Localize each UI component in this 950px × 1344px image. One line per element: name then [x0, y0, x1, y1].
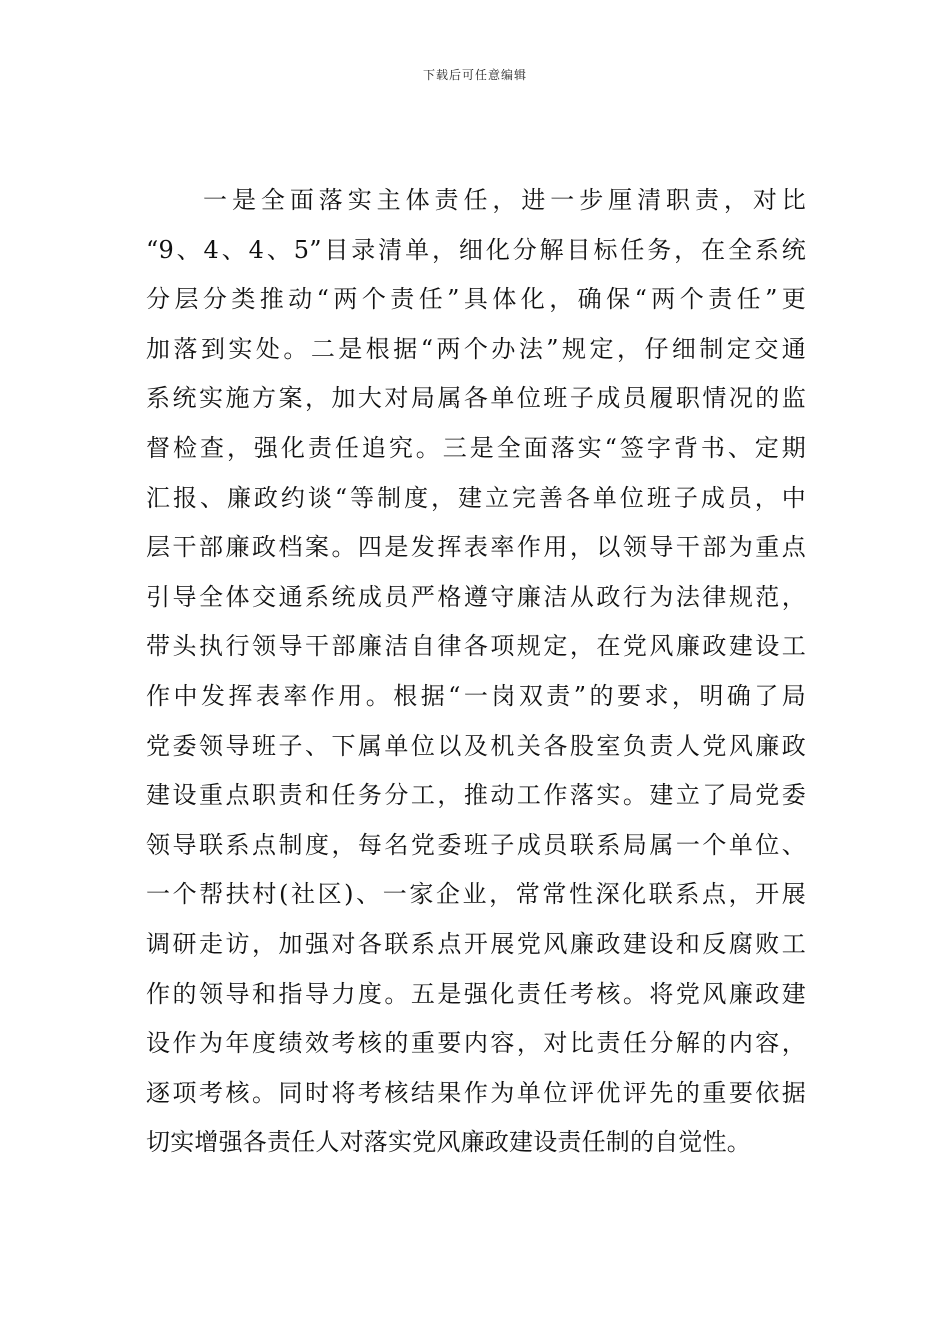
- paragraph-line: 建设重点职责和任务分工，推动工作落实。建立了局党委: [146, 781, 806, 810]
- paragraph-line: 作中发挥表率作用。根据“一岗双责”的要求，明确了局: [146, 681, 806, 710]
- body-paragraph: [146, 176, 806, 1168]
- paragraph-line: 设作为年度绩效考核的重要内容，对比责任分解的内容，: [146, 1029, 806, 1058]
- paragraph-line: 汇报、廉政约谈“等制度，建立完善各单位班子成员，中: [146, 483, 806, 512]
- paragraph-line: 作的领导和指导力度。五是强化责任考核。将党风廉政建: [146, 979, 806, 1008]
- paragraph-line: 逐项考核。同时将考核结果作为单位评优评先的重要依据: [146, 1078, 806, 1107]
- paragraph-line: 带头执行领导干部廉洁自律各项规定，在党风廉政建设工: [146, 632, 806, 661]
- paragraph-line: 领导联系点制度，每名党委班子成员联系局属一个单位、: [146, 830, 806, 859]
- paragraph-line: 一是全面落实主体责任，进一步厘清职责，对比: [203, 186, 806, 214]
- paragraph-line: 党委领导班子、下属单位以及机关各股室负责人党风廉政: [146, 731, 806, 760]
- paragraph-line: 层干部廉政档案。四是发挥表率作用，以领导干部为重点: [146, 533, 806, 562]
- paragraph-line: 系统实施方案，加大对局属各单位班子成员履职情况的监: [146, 384, 806, 413]
- paragraph-line: 一个帮扶村(社区)、一家企业，常常性深化联系点，开展: [146, 880, 806, 909]
- paragraph-line: 分层分类推动“两个责任”具体化，确保“两个责任”更: [146, 285, 806, 314]
- paragraph-line: “9、4、4、5”目录清单，细化分解目标任务，在全系统: [146, 235, 806, 264]
- paragraph-line: 督检查，强化责任追究。三是全面落实“签字背书、定期: [146, 433, 806, 462]
- paragraph-line: 加落到实处。二是根据“两个办法”规定，仔细制定交通: [146, 334, 806, 363]
- paragraph-line: 引导全体交通系统成员严格遵守廉洁从政行为法律规范，: [146, 582, 806, 611]
- header-note: 下载后可任意编辑: [422, 68, 527, 82]
- paragraph-line: 调研走访，加强对各联系点开展党风廉政建设和反腐败工: [146, 929, 806, 958]
- paragraph-line: 切实增强各责任人对落实党风廉政建设责任制的自觉性。: [146, 1128, 751, 1157]
